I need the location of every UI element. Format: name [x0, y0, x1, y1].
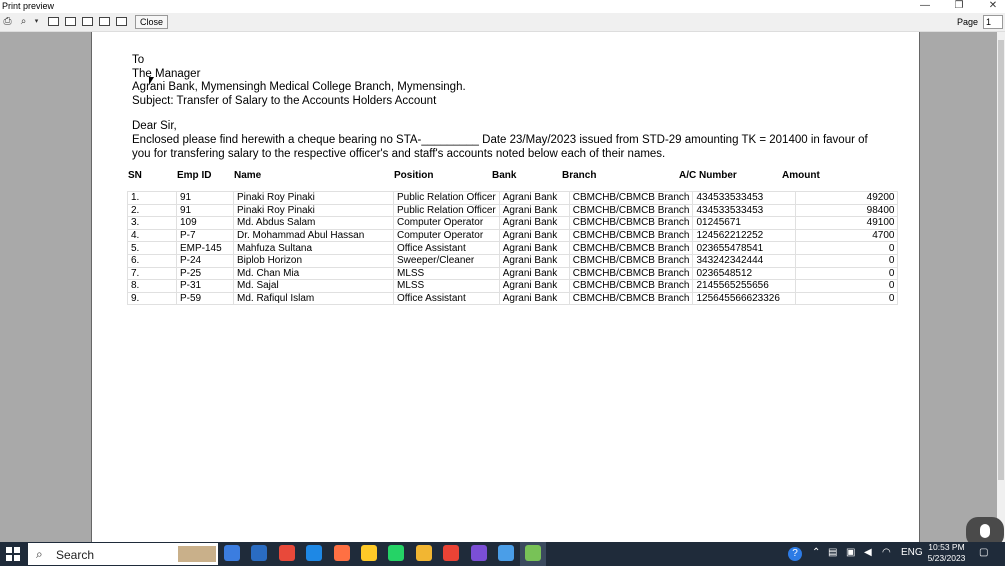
taskbar-search[interactable] — [28, 543, 218, 565]
table-cell: Dr. Mohammad Abul Hassan — [234, 229, 394, 242]
taskbar-app-icon[interactable] — [416, 545, 432, 561]
windows-taskbar — [0, 542, 1005, 566]
tray-app-icon[interactable]: ▤ — [828, 547, 838, 558]
letter-header — [132, 54, 466, 108]
minimize-button[interactable]: — — [920, 0, 930, 11]
table-cell: P-25 — [177, 267, 234, 280]
salary-table — [127, 191, 898, 305]
print-icon[interactable]: ⎙ — [3, 16, 12, 27]
taskbar-app-icon[interactable] — [443, 545, 459, 561]
table-cell: 01245671 — [693, 217, 796, 230]
page-label: Page — [957, 17, 979, 27]
clock-date: 5/23/2023 — [927, 553, 966, 563]
table-cell: 98400 — [796, 204, 898, 217]
table-cell: P-31 — [177, 280, 234, 293]
taskbar-app-icon[interactable] — [334, 545, 350, 561]
table-cell: 0 — [796, 254, 898, 267]
close-preview-button[interactable]: Close — [135, 15, 168, 29]
header-name: Name — [234, 170, 262, 181]
table-cell: 125645566623326 — [693, 292, 796, 305]
preview-toolbar — [0, 13, 1005, 32]
table-cell: 7. — [128, 267, 177, 280]
taskbar-app-icon[interactable] — [251, 545, 267, 561]
table-row — [128, 292, 898, 305]
tray-device-icon[interactable]: ▣ — [846, 547, 856, 558]
taskbar-app-icon[interactable] — [224, 545, 240, 561]
table-cell: Biplob Horizon — [234, 254, 394, 267]
header-sn: SN — [128, 170, 142, 181]
table-cell: CBMCHB/CBMCB Branch — [569, 192, 693, 205]
table-cell: Mahfuza Sultana — [234, 242, 394, 255]
table-cell: Agrani Bank — [499, 254, 569, 267]
table-cell: CBMCHB/CBMCB Branch — [569, 254, 693, 267]
table-cell: Md. Rafiqul Islam — [234, 292, 394, 305]
wifi-icon[interactable]: ◠ — [882, 547, 891, 558]
volume-icon[interactable]: ◀ — [864, 547, 872, 558]
four-pages-icon[interactable] — [99, 17, 110, 26]
zoom-icon[interactable]: ⌕ — [20, 16, 27, 27]
document-page — [91, 32, 920, 542]
table-cell: Public Relation Officer — [394, 192, 500, 205]
table-cell: MLSS — [394, 280, 500, 293]
restore-button[interactable]: ❐ — [954, 0, 964, 11]
table-cell: Office Assistant — [394, 292, 500, 305]
taskbar-app-icon[interactable] — [471, 545, 487, 561]
taskbar-clock[interactable] — [924, 542, 969, 564]
table-cell: MLSS — [394, 267, 500, 280]
letter-salutation-block — [132, 120, 177, 134]
table-cell: CBMCHB/CBMCB Branch — [569, 242, 693, 255]
table-row — [128, 267, 898, 280]
table-cell: EMP-145 — [177, 242, 234, 255]
table-cell: 343242342444 — [693, 254, 796, 267]
window-title: Print preview — [2, 1, 55, 11]
header-amount: Amount — [782, 170, 820, 181]
table-cell: CBMCHB/CBMCB Branch — [569, 280, 693, 293]
table-cell: 49100 — [796, 217, 898, 230]
clock-time: 10:53 PM — [928, 542, 965, 552]
header-position: Position — [394, 170, 434, 181]
table-cell: 124562212252 — [693, 229, 796, 242]
table-cell: Sweeper/Cleaner — [394, 254, 500, 267]
table-cell: 2145565255656 — [693, 280, 796, 293]
header-bank: Bank — [492, 170, 517, 181]
table-cell: 2. — [128, 204, 177, 217]
table-cell: Computer Operator — [394, 229, 500, 242]
table-cell: Public Relation Officer — [394, 204, 500, 217]
start-button[interactable] — [6, 547, 20, 561]
table-row — [128, 192, 898, 205]
taskbar-app-icon[interactable] — [388, 545, 404, 561]
table-cell: Md. Abdus Salam — [234, 217, 394, 230]
close-window-button[interactable]: ✕ — [988, 0, 998, 11]
taskbar-app-icon[interactable] — [525, 545, 541, 561]
language-indicator[interactable]: ENG — [901, 547, 923, 558]
table-cell: 434533533453 — [693, 192, 796, 205]
table-cell: Computer Operator — [394, 217, 500, 230]
taskbar-app-icon[interactable] — [306, 545, 322, 561]
table-row — [128, 242, 898, 255]
six-pages-icon[interactable] — [116, 17, 127, 26]
mouse-cursor — [149, 77, 154, 85]
table-cell: 0236548512 — [693, 267, 796, 280]
table-row — [128, 254, 898, 267]
table-row — [128, 280, 898, 293]
table-cell: Agrani Bank — [499, 204, 569, 217]
search-icon: ⌕ — [36, 547, 43, 561]
table-cell: 9. — [128, 292, 177, 305]
table-cell: P-24 — [177, 254, 234, 267]
taskbar-app-icon[interactable] — [279, 545, 295, 561]
table-cell: 6. — [128, 254, 177, 267]
table-cell: 4. — [128, 229, 177, 242]
table-cell: Agrani Bank — [499, 229, 569, 242]
help-icon[interactable]: ? — [788, 547, 802, 561]
table-cell: 4700 — [796, 229, 898, 242]
table-cell: 0 — [796, 267, 898, 280]
table-cell: Agrani Bank — [499, 242, 569, 255]
table-cell: 0 — [796, 242, 898, 255]
preview-viewport — [0, 32, 997, 542]
table-cell: CBMCHB/CBMCB Branch — [569, 217, 693, 230]
table-cell: Md. Sajal — [234, 280, 394, 293]
table-cell: Agrani Bank — [499, 280, 569, 293]
search-label: Search — [56, 548, 95, 562]
header-branch: Branch — [562, 170, 597, 181]
table-cell: 0 — [796, 280, 898, 293]
letter-subject: Subject: Transfer of Salary to the Accounts Holders Account — [132, 94, 437, 107]
letter-recipient: The Manager — [132, 67, 201, 80]
table-cell: CBMCHB/CBMCB Branch — [569, 229, 693, 242]
taskbar-app-icon[interactable] — [498, 545, 514, 561]
table-cell: Agrani Bank — [499, 217, 569, 230]
table-cell: 023655478541 — [693, 242, 796, 255]
letter-bank-line: Agrani Bank, Mymensingh Medical College Branch, Mymensingh. — [132, 81, 466, 93]
table-cell: P-7 — [177, 229, 234, 242]
table-cell: CBMCHB/CBMCB Branch — [569, 292, 693, 305]
table-row — [128, 229, 898, 242]
table-cell: 109 — [177, 217, 234, 230]
search-highlight-image — [178, 546, 216, 562]
vertical-scrollbar[interactable] — [997, 32, 1005, 542]
table-cell: 434533533453 — [693, 204, 796, 217]
zoom-dropdown-icon[interactable]: ▾ — [34, 18, 39, 25]
table-cell: 8. — [128, 280, 177, 293]
three-pages-icon[interactable] — [82, 17, 93, 26]
table-cell: CBMCHB/CBMCB Branch — [569, 204, 693, 217]
table-cell: 1. — [128, 192, 177, 205]
page-number-input[interactable]: 1 — [983, 15, 1003, 29]
header-ac-number: A/C Number — [679, 170, 737, 181]
table-cell: Agrani Bank — [499, 192, 569, 205]
table-cell: Agrani Bank — [499, 292, 569, 305]
microphone-icon — [980, 524, 990, 538]
table-cell: CBMCHB/CBMCB Branch — [569, 267, 693, 280]
window-controls — [919, 0, 999, 12]
table-cell: P-59 — [177, 292, 234, 305]
table-cell: 0 — [796, 292, 898, 305]
table-cell: Pinaki Roy Pinaki — [234, 204, 394, 217]
table-cell: 5. — [128, 242, 177, 255]
table-row — [128, 217, 898, 230]
scrollbar-thumb[interactable] — [998, 40, 1004, 480]
table-cell: Agrani Bank — [499, 267, 569, 280]
taskbar-app-icon[interactable] — [361, 545, 377, 561]
letter-body: Enclosed please find herewith a cheque bearing no STA-_________ Date 23/May/2023 issued from STD-29 amounting TK = 201400 in favour of you for transfering salary to the respective officer's and staff's accounts noted below each of their names. — [132, 134, 868, 160]
chevron-up-icon[interactable]: ⌃ — [812, 547, 821, 558]
letter-to: To — [132, 54, 145, 66]
table-cell: 91 — [177, 204, 234, 217]
table-cell: 91 — [177, 192, 234, 205]
header-emp-id: Emp ID — [177, 170, 212, 181]
two-pages-icon[interactable] — [65, 17, 76, 26]
letter-salutation: Dear Sir, — [132, 120, 177, 132]
window-titlebar — [0, 0, 1005, 13]
table-cell: 49200 — [796, 192, 898, 205]
table-cell: 3. — [128, 217, 177, 230]
table-cell: Office Assistant — [394, 242, 500, 255]
table-row — [128, 204, 898, 217]
table-cell: Md. Chan Mia — [234, 267, 394, 280]
notifications-icon[interactable]: ▢ — [979, 547, 989, 558]
one-page-icon[interactable] — [48, 17, 59, 26]
table-cell: Pinaki Roy Pinaki — [234, 192, 394, 205]
